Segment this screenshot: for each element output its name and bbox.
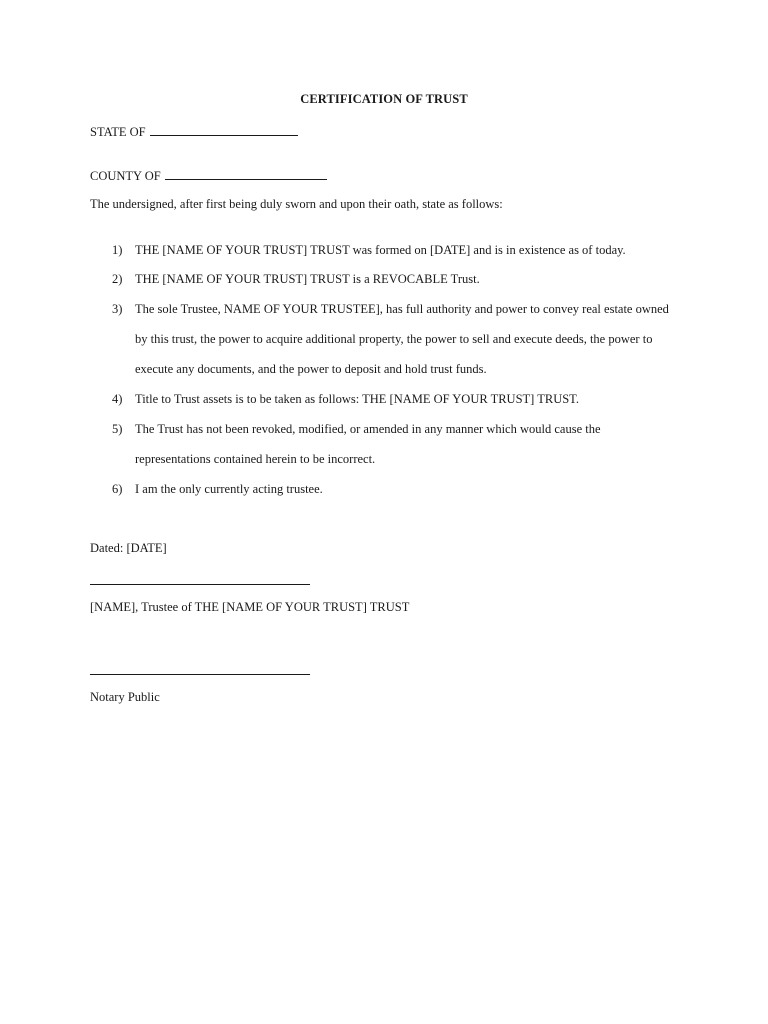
trustee-signature-caption: [NAME], Trustee of THE [NAME OF YOUR TRUST] TRUST (90, 600, 410, 614)
item-text-line: by this trust, the power to acquire additional property, the power to sell and execute deeds, the power to (135, 332, 653, 346)
item-text-line: Title to Trust assets is to be taken as follows: THE [NAME OF YOUR TRUST] TRUST. (135, 392, 580, 406)
dated-line: Dated: [DATE] (90, 541, 167, 555)
notary-caption: Notary Public (90, 690, 160, 704)
item-text-line: I am the only currently acting trustee. (135, 482, 323, 496)
item-number: 3) (112, 302, 123, 316)
document-title: CERTIFICATION OF TRUST (300, 92, 468, 106)
county-of-line (90, 167, 327, 184)
item-number: 4) (112, 392, 123, 406)
county-blank (165, 167, 327, 180)
state-of-label: STATE OF (90, 125, 146, 139)
item-text-line: THE [NAME OF YOUR TRUST] TRUST is a REVOCABLE Trust. (135, 272, 480, 286)
state-blank (150, 123, 298, 136)
intro-paragraph: The undersigned, after first being duly sworn and upon their oath, state as follows: (90, 197, 503, 211)
item-number: 2) (112, 272, 123, 286)
item-text-line: The Trust has not been revoked, modified, or amended in any manner which would cause the (135, 422, 601, 436)
county-of-label: COUNTY OF (90, 169, 161, 183)
item-text-line: representations contained herein to be incorrect. (135, 452, 376, 466)
notary-signature-line (90, 674, 310, 675)
item-number: 1) (112, 243, 123, 257)
item-text-line: The sole Trustee, NAME OF YOUR TRUSTEE], has full authority and power to convey real estate owned (135, 302, 669, 316)
item-number: 6) (112, 482, 123, 496)
item-text-line: execute any documents, and the power to deposit and hold trust funds. (135, 362, 487, 376)
item-text-line: THE [NAME OF YOUR TRUST] TRUST was formed on [DATE] and is in existence as of today. (135, 243, 626, 257)
item-number: 5) (112, 422, 123, 436)
state-of-line (90, 123, 298, 140)
trustee-signature-line (90, 584, 310, 585)
